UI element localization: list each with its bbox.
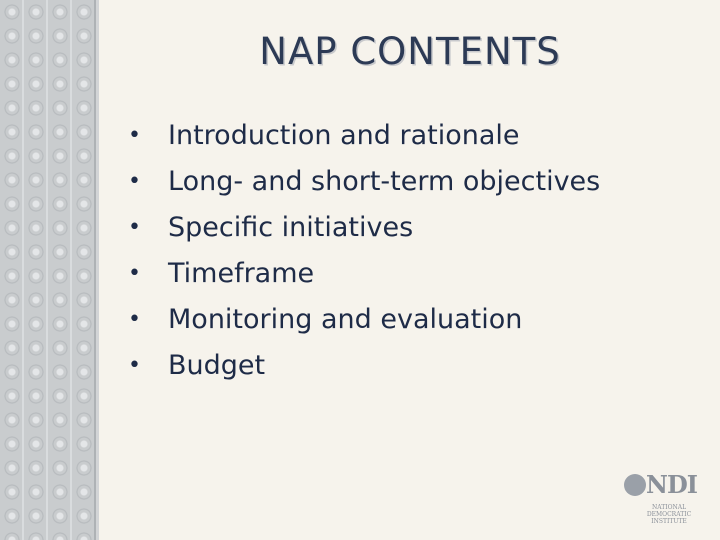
bullet-text: Monitoring and evaluation <box>168 303 523 335</box>
list-item <box>128 158 600 204</box>
logo-subtitle <box>634 504 704 525</box>
bullet-icon: • <box>128 214 141 240</box>
bullet-icon: • <box>128 352 141 378</box>
bullet-text: Specific initiatives <box>168 211 414 243</box>
border-divider <box>96 0 99 540</box>
logo-subtitle-line: NATIONAL <box>651 504 687 511</box>
bullet-icon: • <box>128 168 141 194</box>
bullet-text: Introduction and rationale <box>168 119 520 151</box>
globe-icon <box>624 474 646 496</box>
list-item <box>128 342 600 388</box>
logo-wordmark: NDI <box>646 470 697 499</box>
bullet-icon: • <box>128 122 141 148</box>
ndi-logo <box>620 470 706 528</box>
bullet-text: Budget <box>168 349 266 381</box>
bullet-text: Timeframe <box>168 257 315 289</box>
list-item <box>128 112 600 158</box>
bullet-icon: • <box>128 306 141 332</box>
decorative-border <box>0 0 96 540</box>
bullet-list <box>128 112 600 388</box>
list-item <box>128 296 600 342</box>
slide-title: NAP CONTENTS <box>259 30 561 73</box>
logo-subtitle-line: INSTITUTE <box>651 518 687 525</box>
list-item <box>128 204 600 250</box>
logo-subtitle-line: DEMOCRATIC <box>646 511 692 518</box>
bullet-text: Long- and short-term objectives <box>168 165 601 197</box>
bullet-icon: • <box>128 260 141 286</box>
list-item <box>128 250 600 296</box>
